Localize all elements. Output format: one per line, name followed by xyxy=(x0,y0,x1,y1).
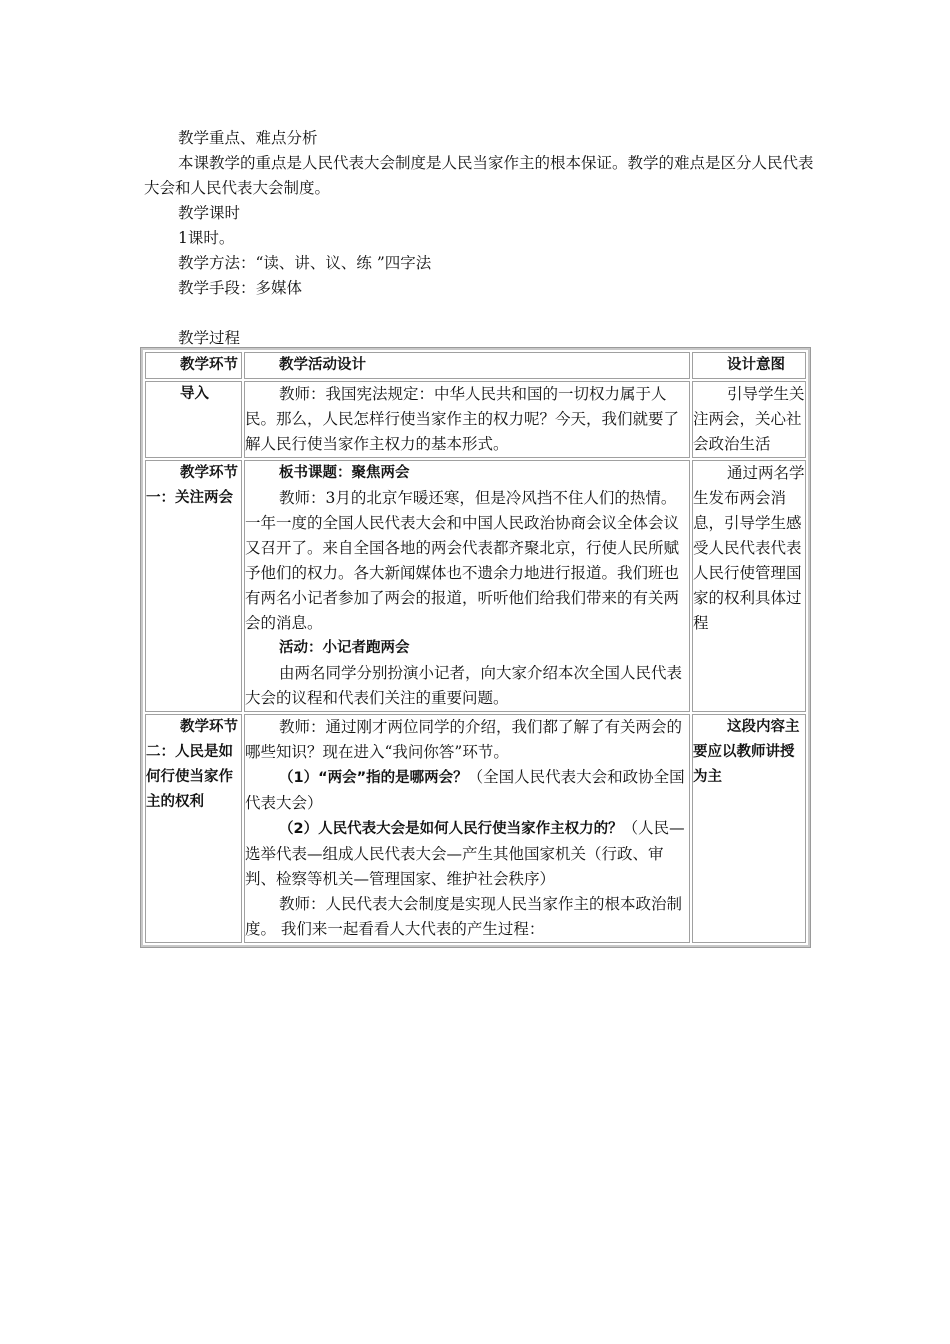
method-text: 教学方法：“读、讲、议、练 ”四字法 xyxy=(178,254,432,272)
activity-text: 教师：我国宪法规定：中华人民共和国的一切权力属于人民。那么，人民怎样行使当家作主的权力呢？今天，我们就要了解人民行使当家作主权力的基本形式。 xyxy=(245,385,680,453)
table-row xyxy=(145,460,806,712)
activity-title: 板书课题：聚焦两会 xyxy=(279,465,410,481)
means-text: 教学手段：多媒体 xyxy=(178,279,303,297)
activity-intro: 教师：通过刚才两位同学的介绍，我们都了解了有关两会的哪些知识？现在进入“我问你答”环节。 xyxy=(245,718,683,761)
answer-2-text: （人民—选举代表—组成人民代表大会—产生其他国家机关（行政、审判、检察等机关—管理国家、维护社会秩序） xyxy=(245,819,685,888)
stage-label: 教学环节二：人民是如何行使当家作主的权利 xyxy=(146,719,238,810)
stage-label: 导入 xyxy=(180,386,209,402)
activity-text: 教师：3月的北京乍暖还寒，但是冷风挡不住人们的热情。一年一度的全国人民代表大会和中国人民政治协商会议全体会议又召开了。来自全国各地的两会代表都齐聚北京，行使人民所赋予他们的权力。各大新闻媒体也不遗余力地进行报道。我们班也有两名小记者参加了两会的报道，听听他们给我们带来的有关两会的消息。 xyxy=(245,489,680,632)
intent-text: 引导学生关注两会，关心社会政治生活 xyxy=(693,385,805,453)
activity-subtitle: 活动：小记者跑两会 xyxy=(279,640,410,656)
intro-section xyxy=(144,126,816,351)
question-2-text: （2）人民代表大会是如何人民行使当家作主权力的？ xyxy=(279,821,623,837)
activity-end: 教师：人民代表大会制度是实现人民当家作主的根本政治制度。 我们来一起看看人大代表的产生过程： xyxy=(245,895,683,938)
heading-focus: 教学重点、难点分析 xyxy=(178,129,318,147)
stage-label: 教学环节一：关注两会 xyxy=(146,465,238,506)
intent-text: 通过两名学生发布两会消息，引导学生感受人民代表代表人民行使管理国家的权利具体过程 xyxy=(693,464,805,632)
lesson-table xyxy=(141,348,810,947)
intent-text: 这段内容主要应以教师讲授为主 xyxy=(693,719,800,785)
table-row xyxy=(145,381,806,458)
table-row xyxy=(145,714,806,943)
hours-text: 1课时。 xyxy=(178,229,235,247)
question-2 xyxy=(245,816,689,892)
answer-1-text: （全国人民代表大会和政协全国代表大会） xyxy=(245,768,685,812)
header-activity: 教学活动设计 xyxy=(279,357,366,373)
question-1 xyxy=(245,765,689,816)
header-intent: 设计意图 xyxy=(727,357,785,373)
activity-subtext: 由两名同学分别扮演小记者，向大家介绍本次全国人民代表大会的议程和代表们关注的重要问题。 xyxy=(245,664,683,707)
question-1-text: （1）“两会”指的是哪两会？ xyxy=(279,770,468,786)
focus-text: 本课教学的重点是人民代表大会制度是人民当家作主的根本保证。教学的难点是区分人民代表大会和人民代表大会制度。 xyxy=(144,154,814,197)
table-header-row xyxy=(145,352,806,379)
header-stage: 教学环节 xyxy=(180,357,238,373)
heading-hours: 教学课时 xyxy=(178,204,241,222)
heading-process: 教学过程 xyxy=(178,329,241,347)
